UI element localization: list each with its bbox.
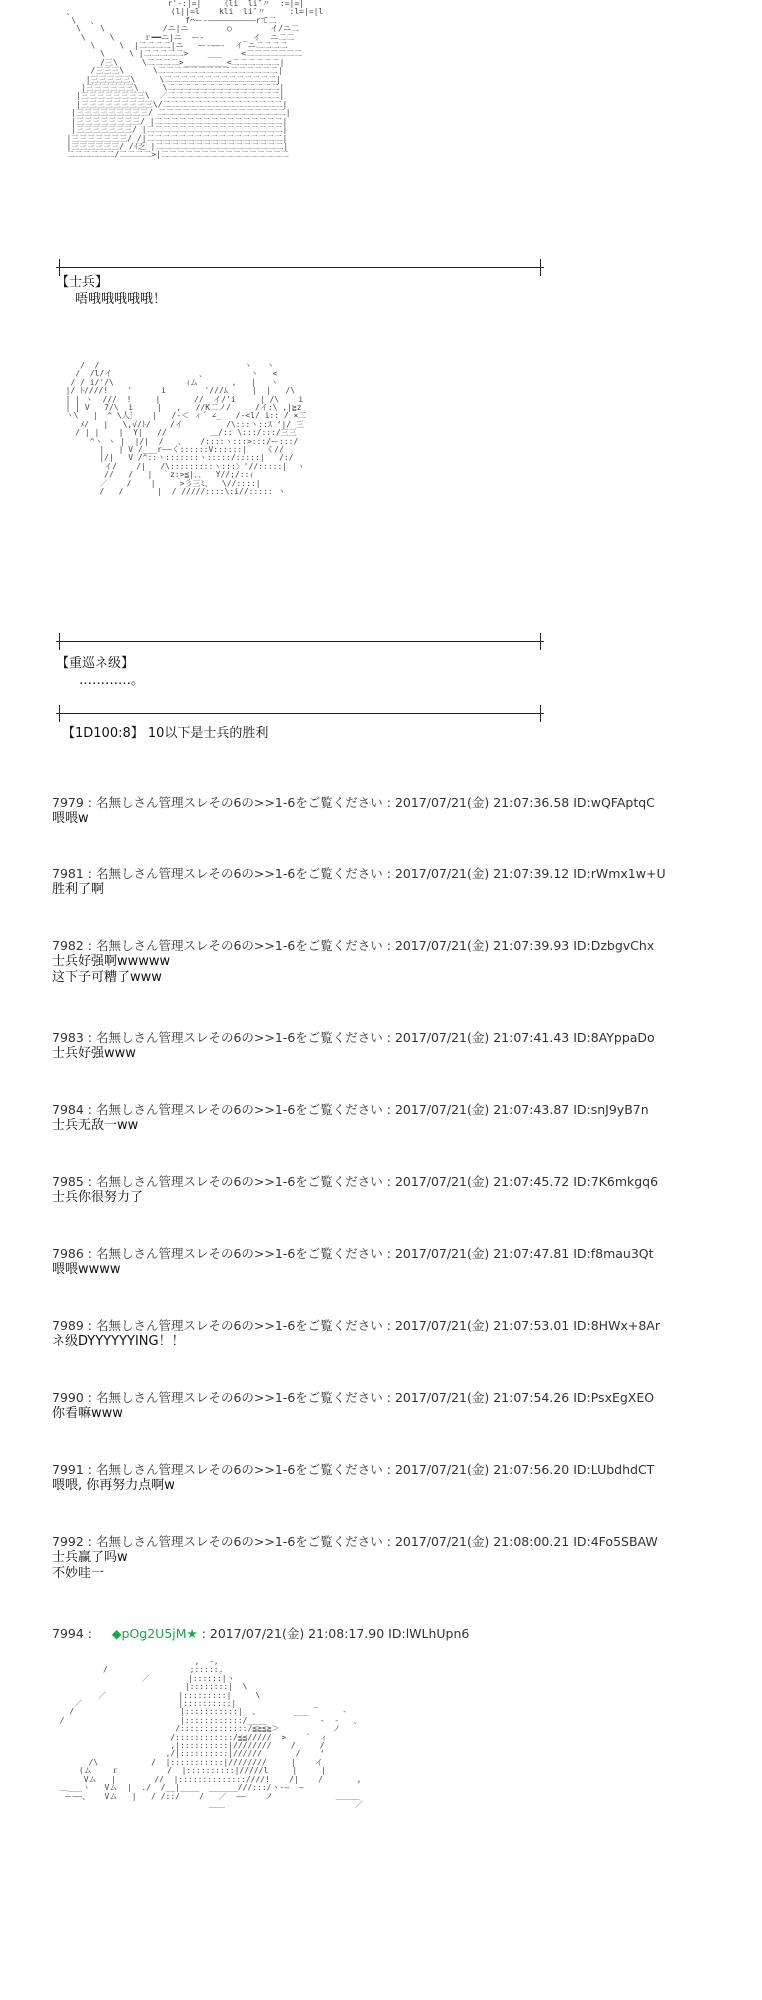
post-header: 7991 : 名無しさん管理スレその6の>>1-6をご覧ください : 2017/07/21(金) 21:07:56.20 ID:LUbdhdCT — [52, 1462, 655, 1477]
post-7981 — [52, 866, 742, 898]
post-body-line: ネ级DYYYYYYING！！ — [52, 1334, 185, 1349]
knight-dialogue: …………。 — [66, 673, 145, 688]
post-body-line: 喂喂w — [52, 811, 89, 826]
soldier-speaker-label: 【士兵】 — [56, 275, 109, 290]
post-body-line: 你看嘛www — [52, 1406, 123, 1421]
post-body-line: 士兵无敌一ww — [52, 1118, 139, 1133]
divider-2 — [56, 641, 544, 642]
post-header: 7982 : 名無しさん管理スレその6の>>1-6をご覧ください : 2017/07/21(金) 21:07:39.93 ID:DzbgvChx — [52, 938, 655, 953]
post-body-line: 士兵你很努力了 — [52, 1190, 144, 1205]
post-7986 — [52, 1246, 742, 1278]
post-header: 7981 : 名無しさん管理スレその6の>>1-6をご覧ください : 2017/07/21(金) 21:07:39.12 ID:rWmx1w+U — [52, 866, 666, 881]
author-post-header — [52, 1626, 742, 1642]
post-body-line: 喂喂wwww — [52, 1262, 121, 1277]
knight-speaker-label: 【重巡ネ级】 — [56, 656, 135, 671]
post-body-line: 胜利了啊 — [52, 882, 105, 897]
post-header: 7986 : 名無しさん管理スレその6の>>1-6をご覧ください : 2017/07/21(金) 21:07:47.81 ID:f8mau3Qt — [52, 1246, 654, 1261]
post-header: 7992 : 名無しさん管理スレその6の>>1-6をご覧ください : 2017/07/21(金) 21:08:00.21 ID:4Fo5SBAW — [52, 1534, 658, 1549]
post-header: 7989 : 名無しさん管理スレその6の>>1-6をご覧ください : 2017/07/21(金) 21:07:53.01 ID:8HWx+8Ar — [52, 1318, 660, 1333]
author-trip: ◆pOg2U5jM★ — [111, 1626, 198, 1641]
knight-ascii-art: / / ヽ ヽ / /l/イ 、 ヽ < / / i/'/\ ｨム , | ヽ |/ ﾄ////! ' i '///ﾑ | | /\ | | ヽ /// ! | // イ/'i | /\ i | | V 7/\ i | , //K二ノ/ /イ:\ ,|≧z ヽ\ | ^ \人〕 | /‐＜ ィ´ ∠_ /-<l/ i:: / ×二 ﾒ/ | \,√/ﾄ/ /イ /\:::ヽ::ｽ ‘|/ 三 / | | | Y| // ＿/:: \:::/:::/三三 ^ヽ ヽ | |/| / 、 /::::ヽ:::>:::/ー:::/ | | V /___r――く::::::V::::::| く// |/| V /^::ヽ:::::::ヽ:::::/:::::| /:/ イ/ /| /\:::::::::ヽ:::〉'//:::::| ヽ // / | ｀z:>≦|、、 Y//;/::ｨ ／ / | >彡三ﾐ、 \//::::| / / | / /////::::\:i//::::: ヽ — [65, 361, 307, 497]
divider-1 — [56, 267, 544, 268]
post-body-line: 士兵好强www — [52, 1046, 136, 1061]
post-header: 7984 : 名無しさん管理スレその6の>>1-6をご覧ください : 2017/07/21(金) 21:07:43.87 ID:snJ9yB7n — [52, 1102, 649, 1117]
post-body-line: 士兵好强啊wwwww — [52, 954, 171, 969]
post-7991 — [52, 1462, 742, 1494]
post-body-line: 喂喂, 你再努力点啊w — [52, 1478, 175, 1493]
post-body-line: 不妙哇一 — [52, 1566, 105, 1581]
post-header: 7979 : 名無しさん管理スレその6の>>1-6をご覧ください : 2017/07/21(金) 21:07:36.58 ID:wQFAptqC — [52, 795, 655, 810]
post-7994 — [52, 1626, 742, 1642]
post-header: 7990 : 名無しさん管理スレその6の>>1-6をご覧ください : 2017/07/21(金) 21:07:54.26 ID:PsxEgXEO — [52, 1390, 655, 1405]
post-7985 — [52, 1174, 742, 1206]
post-7992 — [52, 1534, 742, 1582]
post-header: 7983 : 名無しさん管理スレその6の>>1-6をご覧ください : 2017/07/21(金) 21:07:41.43 ID:8AYppaDo — [52, 1030, 655, 1045]
witch-ascii-art: , -, / ;:::::. ／ |::::::|ヽ |::::::::| \ ／ |:::::::::| \ ／ |::::::::::| _ / |:::::::::::| 、 ___ ‐ / |::::::::::::/____ - ‐ 、 /::::::::::::::/≦≧≦≧＞ ノ /::::::::::::/≦≦///// > ´ ィ ,|::::::::::|//////// / / ,/|::::::::::|////// / ‘ /\ / |:::::::::::|//////// | イ (ム ｒ / |::::::::::|/////l | | Vム | // |::::::::::::::////! /| / , ＿___ヽ Vム | ./ /__|____ ______///:::/ヽ-― ― ー――、 Vム | / /::/ / ／ ―― ノ ＿＿＿ ＿＿ ／ — [59, 1657, 363, 1809]
post-header: 7985 : 名無しさん管理スレその6の>>1-6をご覧ください : 2017/07/21(金) 21:07:45.72 ID:7K6mkgq6 — [52, 1174, 659, 1189]
post-number: 7994 : — [52, 1626, 92, 1641]
post-7982 — [52, 938, 742, 986]
divider-3 — [56, 713, 544, 714]
dice-result: 【1D100:8】 10以下是士兵的胜利 — [62, 726, 269, 741]
post-body-line: 这下子可糟了www — [52, 970, 162, 985]
soldier-ascii-art: r'-:|=| 《li li″〃 :=|=| 、 (l||=l kli li″〃 :l=|=|l \ 、 f⌒ー-――――――――――rて二 \ \ /ニ|ニ ○ イ/ニ二 \ \ ｒ━━ニ|ニ ー‐ _ イ ニ二二 \ \ |二二二二|ニ ー-――- イ ニ二二二二 \ \ |二二二二二> ___ <二二二二二二二 /三\ \二二二二>_________<二二二二二二| /三三三\ \二二二二二二二二二二二二二二二| |三三三三三\ \二二二二二二二二二二二二二二| |三三三三三三\ \二二二二二二二二二二二二二二| |三三三三三三三三\ ／二二二二二二二二二二二二二二| |三三三三三三三三三\/二二二二二二二二二二二二二二二| |三三三三三三三三三/ 二二二二二二二二二二二二二二二二| |三三三三三三三三/ |二二二二二二二二二二二二二二二二| |三三三三三三三/ |二二二二二二二二二二二二二二二二二| |三三三三三三三/ /|二二二二二二二二二二二二二二二二二| |三三三三三三/ /ｲ乏 |二二二二二二二二二二二二二二二二| 二二二二二二/二二二二>|二二二二二二二二二二二二二二二二 — [66, 0, 324, 160]
post-7983 — [52, 1030, 742, 1062]
post-7990 — [52, 1390, 742, 1422]
soldier-dialogue: 唔哦哦哦哦哦！ — [62, 292, 167, 307]
post-7989 — [52, 1318, 742, 1350]
post-meta: : 2017/07/21(金) 21:08:17.90 ID:lWLhUpn6 — [201, 1626, 470, 1641]
post-7984 — [52, 1102, 742, 1134]
post-7979 — [52, 795, 742, 827]
post-body-line: 士兵赢了吗w — [52, 1550, 128, 1565]
